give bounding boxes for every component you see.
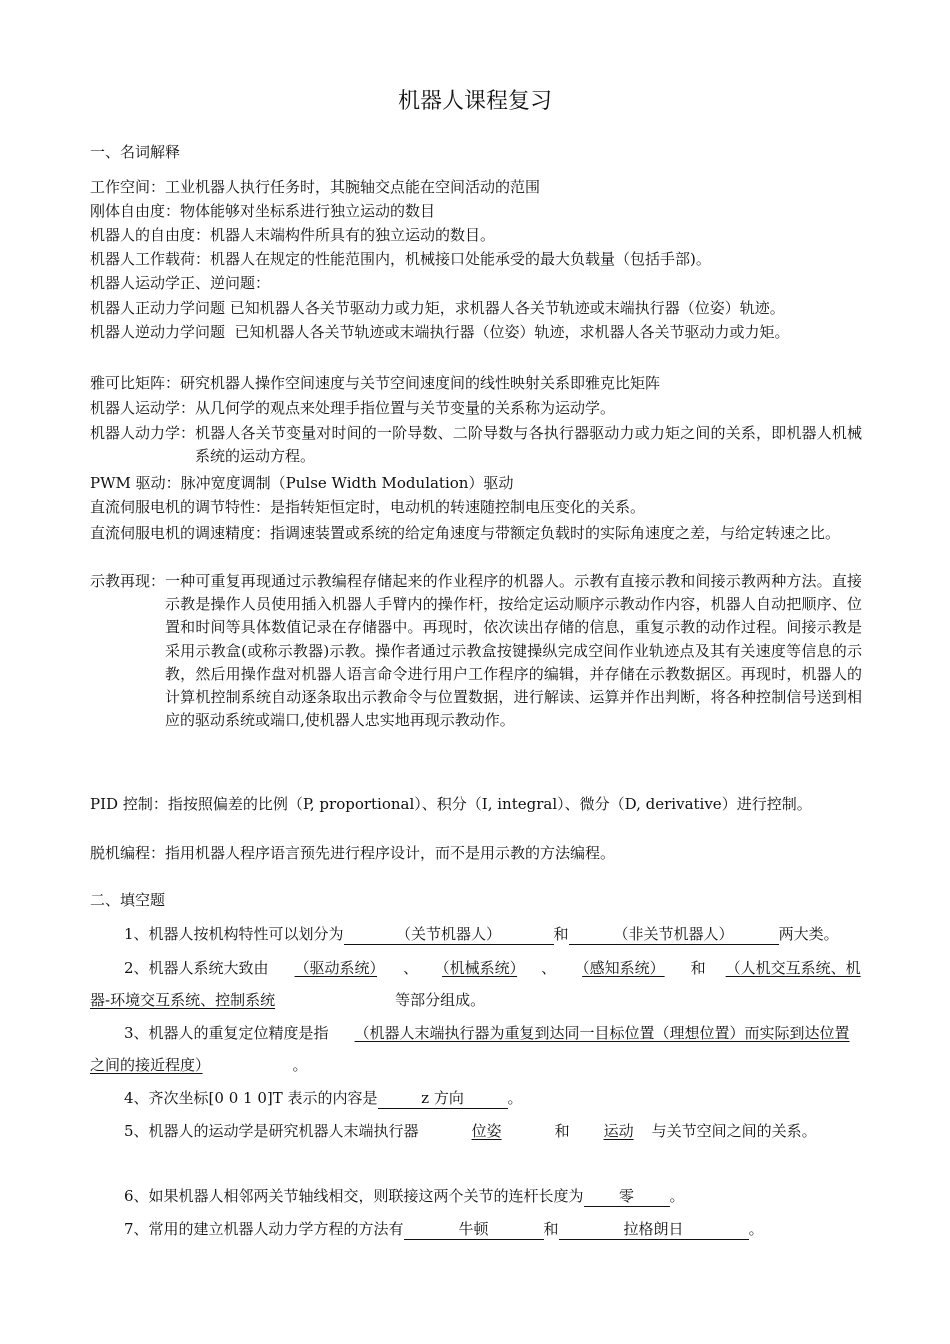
answer-blank: （感知系统） xyxy=(582,959,665,977)
question-text: 6、如果机器人相邻两关节轴线相交，则联接这两个关节的连杆长度为 xyxy=(124,1187,584,1205)
definition-term: PID 控制： xyxy=(90,795,168,813)
definition-term: 直流伺服电机的调节特性： xyxy=(90,498,271,516)
definition-term: 机器人的自由度： xyxy=(90,226,211,244)
definition-item xyxy=(90,496,862,519)
definition-item xyxy=(90,522,862,545)
question-text: 。 xyxy=(292,1056,308,1074)
definition-term: 机器人正动力学问题 xyxy=(90,299,226,317)
answer-blank: （非关节机器人） xyxy=(569,924,779,945)
definition-text: 已知机器人各关节轨迹或末端执行器（位姿）轨迹，求机器人各关节驱动力或力矩。 xyxy=(225,323,790,341)
question-text: 1、机器人按机构特性可以划分为 xyxy=(124,925,344,943)
definition-text: 已知机器人各关节驱动力或力矩，求机器人各关节轨迹或末端执行器（位姿）轨迹。 xyxy=(225,299,785,317)
definition-item xyxy=(90,372,862,395)
definition-item xyxy=(90,842,862,865)
definition-item xyxy=(90,422,862,468)
question-text: 5、机器人的运动学是研究机器人末端执行器 xyxy=(124,1122,419,1140)
definition-term: 机器人工作载荷： xyxy=(90,250,211,268)
answer-blank: 拉格朗日 xyxy=(559,1219,749,1240)
question-text: 与关节空间之间的关系。 xyxy=(651,1122,817,1140)
definition-term: 刚体自由度： xyxy=(90,202,181,220)
definition-text: 指按照偏差的比例（P, proportional）、积分（I, integral）、微分（D, derivative）进行控制。 xyxy=(167,795,812,813)
question-2 xyxy=(90,952,862,1016)
definition-text: 研究机器人操作空间速度与关节空间速度间的线性映射关系即雅克比矩阵 xyxy=(180,374,661,392)
answer-blank: （驱动系统） xyxy=(294,959,378,977)
section-heading-terms: 一、名词解释 xyxy=(90,143,181,161)
definition-item xyxy=(90,248,862,271)
question-text: 、 xyxy=(541,959,557,977)
question-text: 。 xyxy=(669,1187,685,1205)
question-6 xyxy=(90,1180,862,1212)
definition-text: 机器人各关节变量对时间的一阶导数、二阶导数与各执行器驱动力或力矩之间的关系，即机器人机械系统的运动方程。 xyxy=(195,424,862,466)
definition-item xyxy=(90,200,862,223)
question-text: 等部分组成。 xyxy=(395,991,486,1009)
definition-term: 脱机编程： xyxy=(90,844,166,862)
question-1 xyxy=(90,918,862,950)
definition-term: 机器人运动学： xyxy=(90,399,196,417)
section-heading-fill-in: 二、填空题 xyxy=(90,891,166,909)
question-text: 和 xyxy=(554,1122,570,1140)
question-text: 、 xyxy=(403,959,419,977)
question-text: 3、机器人的重复定位精度是指 xyxy=(124,1024,329,1042)
answer-blank: （机器人末端执行器为重复到达同一目标位置（理想位置）而实际到达位置之间的接近程度） xyxy=(90,1024,850,1074)
question-4 xyxy=(90,1082,862,1114)
question-text: 和 xyxy=(543,1220,559,1238)
definition-term: 工作空间： xyxy=(90,178,166,196)
definition-item xyxy=(90,272,862,295)
definition-text: 机器人末端构件所具有的独立运动的数目。 xyxy=(210,226,496,244)
question-text: 两大类。 xyxy=(778,925,839,943)
definition-text: 指调速装置或系统的给定角速度与带额定负载时的实际角速度之差，与给定转速之比。 xyxy=(270,524,841,542)
question-3 xyxy=(90,1017,862,1081)
answer-blank: （人机交互系统、机器-环境交互系统、控制系统 xyxy=(90,959,861,1009)
answer-blank: 运动 xyxy=(603,1122,634,1140)
definition-term: 机器人运动学正、逆问题： xyxy=(90,274,271,292)
definition-term: 机器人动力学： xyxy=(90,424,196,442)
answer-blank: z 方向 xyxy=(378,1088,508,1109)
definition-item xyxy=(90,321,862,344)
question-text: 4、齐次坐标[0 0 1 0]T 表示的内容是 xyxy=(124,1089,378,1107)
answer-blank: （关节机器人） xyxy=(344,924,554,945)
definition-term: 雅可比矩阵： xyxy=(90,374,181,392)
answer-blank: 牛顿 xyxy=(404,1219,544,1240)
definition-term: 机器人逆动力学问题 xyxy=(90,323,226,341)
definition-item xyxy=(90,570,862,732)
definition-text: 指用机器人程序语言预先进行程序设计，而不是用示教的方法编程。 xyxy=(165,844,616,862)
definition-text: 工业机器人执行任务时，其腕轴交点能在空间活动的范围 xyxy=(165,178,541,196)
question-5 xyxy=(90,1115,862,1147)
definition-item xyxy=(90,793,862,816)
question-text: 。 xyxy=(507,1089,523,1107)
definition-item xyxy=(90,397,862,420)
question-text: 。 xyxy=(748,1220,764,1238)
question-text: 2、机器人系统大致由 xyxy=(124,959,269,977)
definition-text: 是指转矩恒定时，电动机的转速随控制电压变化的关系。 xyxy=(270,498,646,516)
definition-item xyxy=(90,297,862,320)
definition-term: 示教再现： xyxy=(90,572,166,590)
definition-text: 物体能够对坐标系进行独立运动的数目 xyxy=(180,202,436,220)
definition-term: PWM 驱动： xyxy=(90,474,181,492)
question-text: 和 xyxy=(553,925,569,943)
question-text: 7、常用的建立机器人动力学方程的方法有 xyxy=(124,1220,404,1238)
definition-text: 从几何学的观点来处理手指位置与关节变量的关系称为运动学。 xyxy=(195,399,616,417)
answer-blank: 位姿 xyxy=(471,1122,502,1140)
question-7 xyxy=(90,1213,862,1245)
definition-text: 一种可重复再现通过示教编程存储起来的作业程序的机器人。示教有直接示教和间接示教两种方法。直接示教是操作人员使用插入机器人手臂内的操作杆，按给定运动顺序示教动作内容，机器人自动把顺序、位置和时间等具体数值记录在存储器中。再现时，依次读出存储的信息，重复示教的动作过程。间接示教是采用示教盒(或称示教器)示教。操作者通过示教盒按键操纵完成空间作业轨迹点及其有关速度等信息的示教，然后用操作盘对机器人语言命令进行用户工作程序的编辑，并存储在示教数据区。再现时，机器人的计算机控制系统自动逐条取出示教命令与位置数据，进行解读、运算并作出判断，将各种控制信号送到相应的驱动系统或端口,使机器人忠实地再现示教动作。 xyxy=(165,572,862,730)
definition-text: 机器人在规定的性能范围内，机械接口处能承受的最大负载量（包括手部)。 xyxy=(210,250,711,268)
page-title: 机器人课程复习 xyxy=(397,89,552,114)
question-text: 和 xyxy=(690,959,706,977)
definition-item xyxy=(90,472,862,495)
answer-blank: （机械系统） xyxy=(442,959,518,977)
answer-blank: 零 xyxy=(584,1186,670,1207)
definition-term: 直流伺服电机的调速精度： xyxy=(90,524,271,542)
definition-item xyxy=(90,224,862,247)
definition-text: 脉冲宽度调制（Pulse Width Modulation）驱动 xyxy=(180,474,514,492)
definition-item xyxy=(90,176,862,199)
